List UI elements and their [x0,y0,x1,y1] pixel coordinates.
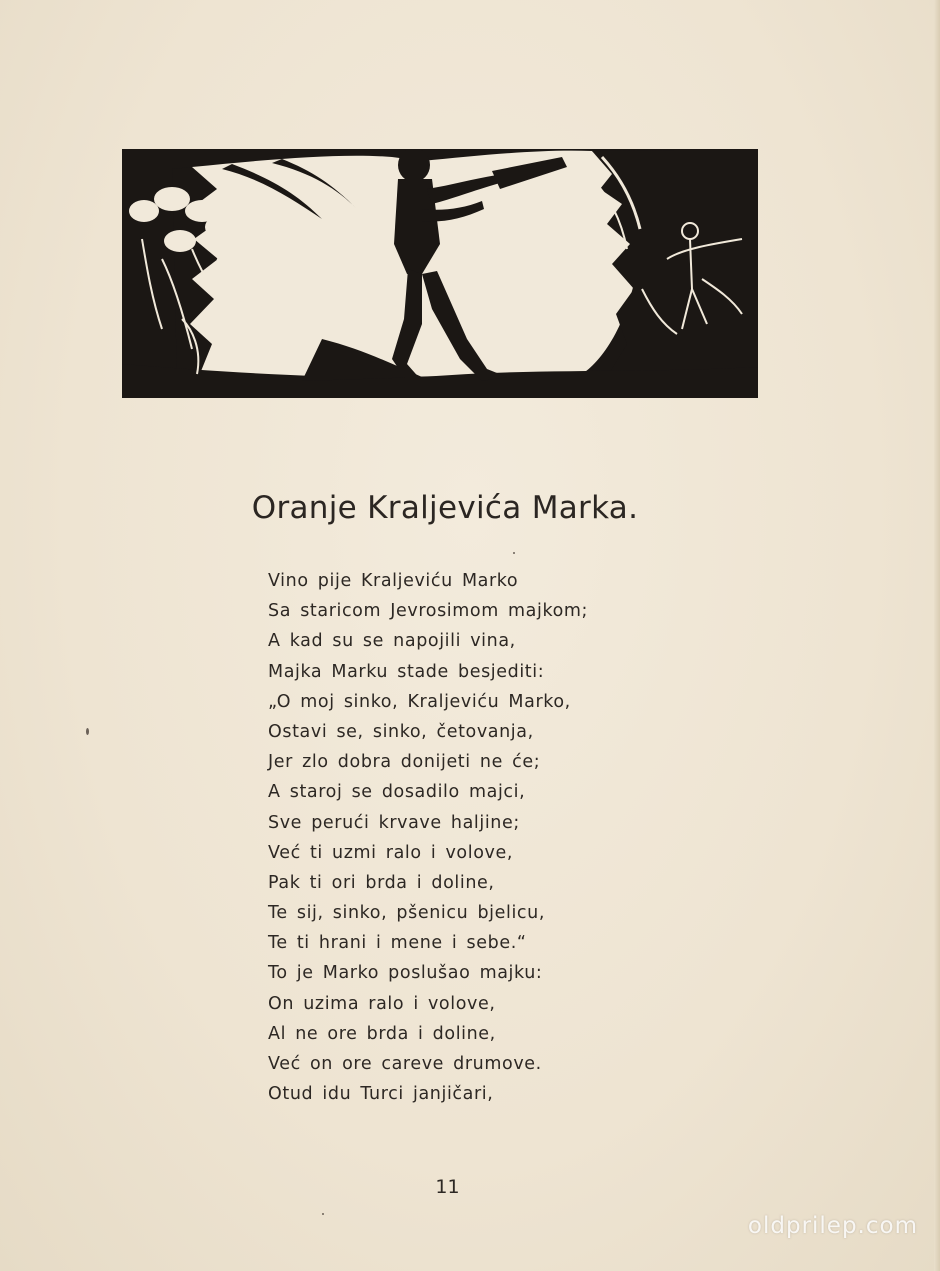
poem-line: To je Marko poslušao majku: [268,963,543,984]
poem-line: A kad su se napojili vina, [268,631,516,652]
poem-line: Al ne ore brda i doline, [268,1023,496,1044]
woodcut-image [122,149,758,398]
ink-speck [322,1213,324,1215]
poem-line: Otud idu Turci janjičari, [268,1084,494,1105]
poem-line: Već ti uzmi ralo i volove, [268,842,513,863]
poem-line: Sve perući krvave haljine; [268,812,520,833]
poem-body [268,566,588,1109]
poem-line: Majka Marku stade besjediti: [268,661,545,682]
poem-title: Oranje Kraljevića Marka. [251,490,639,526]
poem-line: Te ti hrani i mene i sebe.“ [268,933,527,954]
poem-line: Sa staricom Jevrosimom majkom; [268,601,589,622]
poem-line: Te sij, sinko, pšenicu bjelicu, [268,903,545,924]
poem-line: On uzima ralo i volove, [268,993,496,1014]
poem-line: Ostavi se, sinko, četovanja, [268,721,534,742]
poem-line: Jer zlo dobra donijeti ne će; [268,752,541,773]
poem-line: Već on ore careve drumove. [268,1054,542,1074]
watermark-text: oldprilep.com [747,1213,918,1239]
poem-line: Pak ti ori brda i doline, [268,872,495,893]
ink-speck [513,552,515,554]
poem-line: Vino pije Kraljeviću Marko [268,571,519,591]
woodcut-illustration [122,149,758,398]
poem-line: „O moj sinko, Kraljeviću Marko, [268,691,571,712]
page-edge [934,0,940,1271]
poem-line: A staroj se dosadilo majci, [268,782,526,803]
ink-speck [86,728,89,735]
page-number: 11 [435,1176,460,1198]
